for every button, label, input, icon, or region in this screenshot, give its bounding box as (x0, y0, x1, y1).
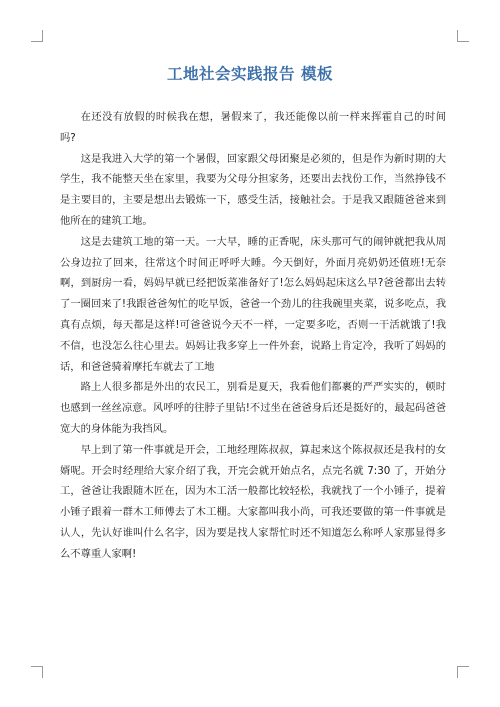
paragraph-1: 在还没有放假的时候我在想，暑假来了，我还能像以前一样来挥霍自己的时间吗? (60, 111, 446, 144)
paragraph-2: 这是我进入大学的第一个暑假，回家跟父母团聚是必须的，但是作为新时期的大学生，我不能整天坐在家里，我要为父母分担家务，还要出去找份工作，当然挣钱不是主要目的，主要是想出去锻炼一下，感受生活，接触社会。于是我又跟随爸爸来到他所在的建筑工地。 (60, 152, 446, 227)
document-title: 工地社会实践报告 模板 (167, 65, 333, 83)
crop-mark-top-right (457, 30, 469, 42)
crop-mark-top-left (31, 30, 43, 42)
crop-mark-bottom-right (457, 666, 469, 678)
crop-mark-bottom-left (31, 666, 43, 678)
paragraph-3: 这是去建筑工地的第一天。一大早，睡的正香呢，床头那可气的闹钟就把我从周公身边拉了回来，往常这个时间正呼呼大睡。今天倒好，外面月亮奶奶还值班!无奈啊，到厨房一看，妈妈早就已经把饭菜准备好了!怎么妈妈起床这么早?爸爸都出去转了一圈回来了!我跟爸爸匆忙的吃早饭，爸爸一个劲儿的往我碗里夹菜，说多吃点，我真有点烦，每天都是这样!可爸爸说今天不一样，一定要多吃，否则一干活就饿了!我不信，也没怎么往心里去。妈妈让我多穿上一件外套，说路上肯定冷，我听了妈妈的话，和爸爸骑着摩托车就去了工地 (60, 235, 446, 373)
paragraph-4: 路上人很多都是外出的农民工，别看是夏天，我看他们都裹的严严实实的，顿时也感到一丝丝凉意。风呼呼的往脖子里钻!不过坐在爸爸身后还是挺好的，最起码爸爸宽大的身体能为我挡风。 (60, 381, 446, 435)
paragraph-5: 早上到了第一件事就是开会，工地经理陈叔叔，算起来这个陈叔叔还是我村的女婿呢。开会时经理给大家介绍了我，开完会就开始点名，点完名就 7:30 了，开始分工，爸爸让我跟随木匠在，因为木工活一般都比较轻松，我就找了一个小锤子，提着小锤子跟着一群木工师傅去了木工棚。大家都叫我小尚，可我还要做的第一件事就是认人，先认好谁叫什么名字，因为要是找人家帮忙时还不知道怎么称呼人家那显得多么不尊重人家啊! (60, 443, 446, 560)
document-body (60, 107, 446, 565)
